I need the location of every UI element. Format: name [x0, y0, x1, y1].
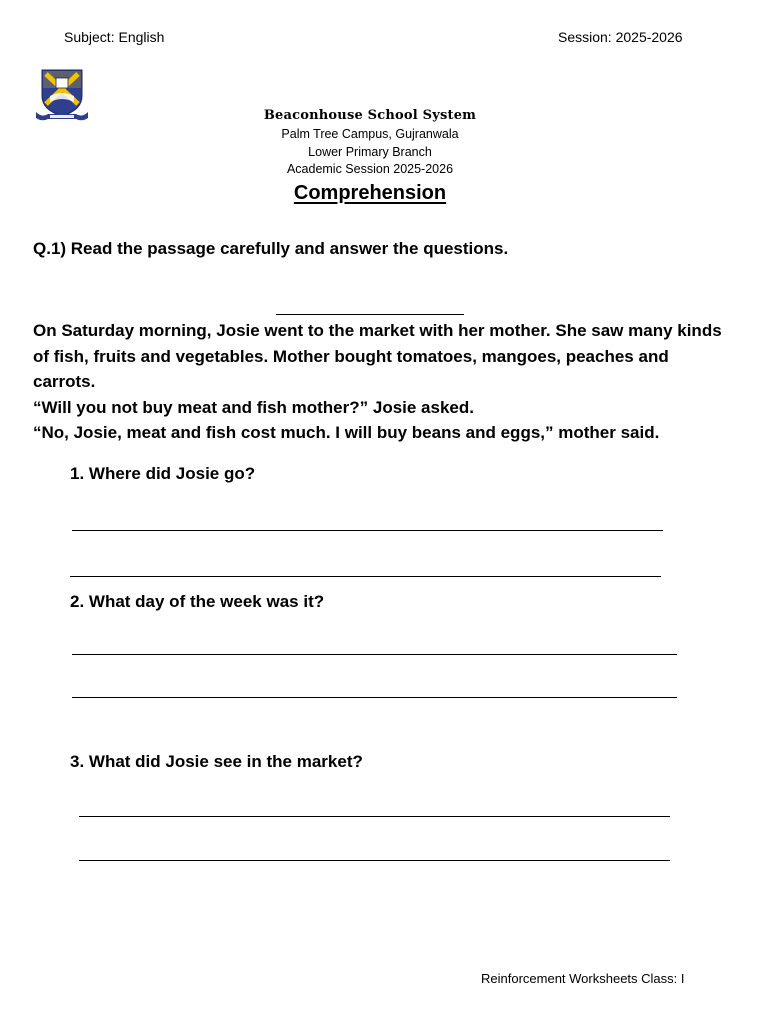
question-3: 3. What did Josie see in the market? [70, 752, 363, 771]
session-label: Session: 2025-2026 [558, 29, 683, 45]
passage-paragraph: “Will you not buy meat and fish mother?” Josie asked. [33, 397, 474, 417]
question-1: 1. Where did Josie go? [70, 464, 256, 483]
answer-line[interactable] [72, 530, 663, 531]
branch-name: Lower Primary Branch [308, 145, 432, 159]
beaconhouse-crest-icon [34, 66, 90, 124]
school-name: Beaconhouse School System [263, 108, 477, 123]
answer-line[interactable] [72, 697, 677, 698]
answer-line[interactable] [79, 816, 670, 817]
page-title: Comprehension [293, 182, 447, 204]
question-2: 2. What day of the week was it? [70, 592, 325, 611]
answer-line[interactable] [72, 654, 677, 655]
campus-name: Palm Tree Campus, Gujranwala [281, 127, 459, 141]
passage-paragraph: “No, Josie, meat and fish cost much. I will buy beans and eggs,” mother said. [33, 423, 660, 442]
passage-paragraph: On Saturday morning, Josie went to the market with her mother. She saw many kinds of fish, fruits and vegetables. Mother bought tomatoes, mangoes, peaches and carrots. [33, 321, 722, 391]
academic-session: Academic Session 2025-2026 [286, 162, 454, 176]
passage-title-blank [276, 314, 464, 315]
footer-label: Reinforcement Worksheets Class: I [481, 971, 685, 986]
answer-line[interactable] [79, 860, 670, 861]
answer-line[interactable] [70, 576, 661, 577]
instruction: Q.1) Read the passage carefully and answer the questions. [33, 239, 509, 258]
passage [33, 318, 733, 446]
subject-label: Subject: English [64, 29, 165, 45]
